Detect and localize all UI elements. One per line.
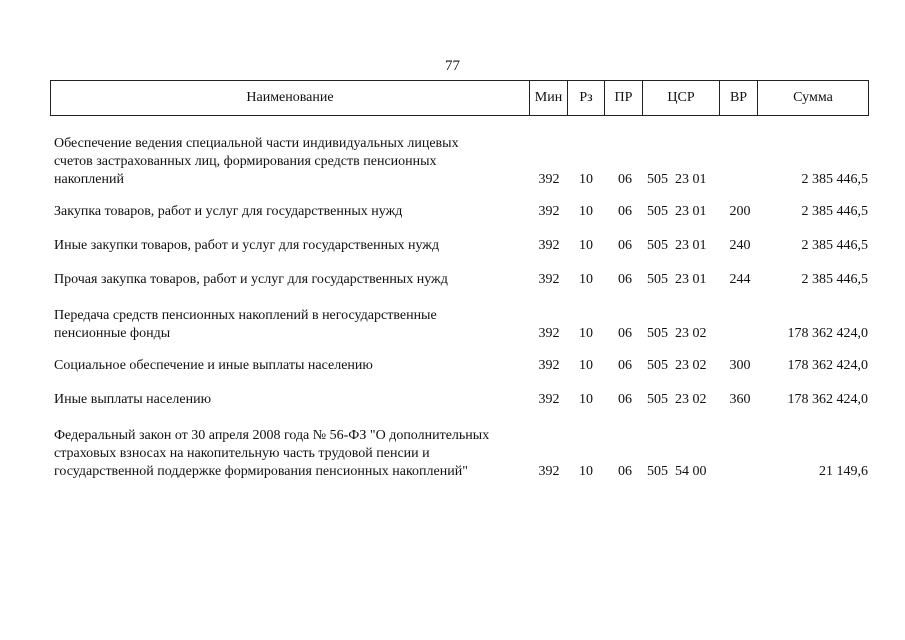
row-name (54, 203, 524, 221)
row-pr: 06 (618, 272, 632, 287)
row-name (54, 271, 524, 289)
row-rz: 10 (579, 326, 593, 341)
row-min: 392 (538, 238, 560, 253)
page-number: 77 (445, 58, 460, 74)
row-min: 392 (538, 204, 560, 219)
row-min: 392 (538, 358, 560, 373)
row-name (54, 427, 524, 481)
header-sum: Сумма (793, 90, 833, 105)
row-rz: 10 (579, 464, 593, 479)
row-csr: 505 23 02 (647, 392, 707, 407)
header-pr: ПР (605, 81, 643, 115)
row-pr: 06 (618, 326, 632, 341)
row-csr: 505 23 02 (647, 358, 707, 373)
row-name (54, 307, 524, 343)
row-sum: 2 385 446,5 (801, 204, 868, 219)
header-min: Мин (530, 81, 568, 115)
row-csr: 505 54 00 (647, 464, 707, 479)
row-csr: 505 23 01 (647, 238, 707, 253)
row-sum: 178 362 424,0 (787, 358, 868, 373)
row-pr: 06 (618, 172, 632, 187)
row-vr: 244 (729, 272, 751, 287)
row-sum: 2 385 446,5 (801, 272, 868, 287)
row-pr: 06 (618, 358, 632, 373)
row-name (54, 357, 524, 375)
row-name (54, 237, 524, 255)
row-name-line: счетов застрахованных лиц, формирования средств пенсионных (54, 154, 437, 169)
row-vr: 360 (729, 392, 751, 407)
row-name-line: Социальное обеспечение и иные выплаты населению (54, 358, 373, 373)
row-name-line: Обеспечение ведения специальной части индивидуальных лицевых (54, 136, 459, 151)
row-rz: 10 (579, 358, 593, 373)
row-sum: 21 149,6 (819, 464, 868, 479)
row-pr: 06 (618, 238, 632, 253)
row-name-line: государственной поддержке формирования пенсионных накоплений" (54, 464, 468, 479)
row-vr: 240 (729, 238, 751, 253)
row-pr: 06 (618, 392, 632, 407)
row-pr: 06 (618, 464, 632, 479)
row-name (54, 135, 524, 189)
row-min: 392 (538, 326, 560, 341)
row-pr: 06 (618, 204, 632, 219)
row-sum: 2 385 446,5 (801, 238, 868, 253)
row-rz: 10 (579, 272, 593, 287)
row-min: 392 (538, 172, 560, 187)
row-sum: 178 362 424,0 (787, 326, 868, 341)
row-rz: 10 (579, 172, 593, 187)
row-vr: 300 (729, 358, 751, 373)
row-name-line: Передача средств пенсионных накоплений в негосударственные (54, 308, 437, 323)
row-csr: 505 23 01 (647, 272, 707, 287)
row-min: 392 (538, 272, 560, 287)
row-vr: 200 (729, 204, 751, 219)
row-csr: 505 23 01 (647, 204, 707, 219)
row-rz: 10 (579, 238, 593, 253)
row-name (54, 391, 524, 409)
row-rz: 10 (579, 204, 593, 219)
row-name-line: накоплений (54, 172, 124, 187)
row-csr: 505 23 01 (647, 172, 707, 187)
row-name-line: Иные закупки товаров, работ и услуг для государственных нужд (54, 238, 440, 253)
row-sum: 2 385 446,5 (801, 172, 868, 187)
row-min: 392 (538, 392, 560, 407)
row-name-line: страховых взносах на накопительную часть трудовой пенсии и (54, 446, 430, 461)
header-name: Наименование (51, 81, 530, 115)
row-name-line: Закупка товаров, работ и услуг для государственных нужд (54, 204, 403, 219)
row-name-line: Федеральный закон от 30 апреля 2008 года № 56-ФЗ "О дополнительных (54, 428, 490, 443)
table-header (50, 80, 869, 116)
header-vr: ВР (720, 81, 758, 115)
row-min: 392 (538, 464, 560, 479)
header-rz: Рз (568, 81, 605, 115)
header-csr: ЦСР (643, 81, 720, 115)
row-name-line: Прочая закупка товаров, работ и услуг для государственных нужд (54, 272, 448, 287)
row-sum: 178 362 424,0 (787, 392, 868, 407)
row-name-line: Иные выплаты населению (54, 392, 212, 407)
row-name-line: пенсионные фонды (54, 326, 171, 341)
row-csr: 505 23 02 (647, 326, 707, 341)
row-rz: 10 (579, 392, 593, 407)
